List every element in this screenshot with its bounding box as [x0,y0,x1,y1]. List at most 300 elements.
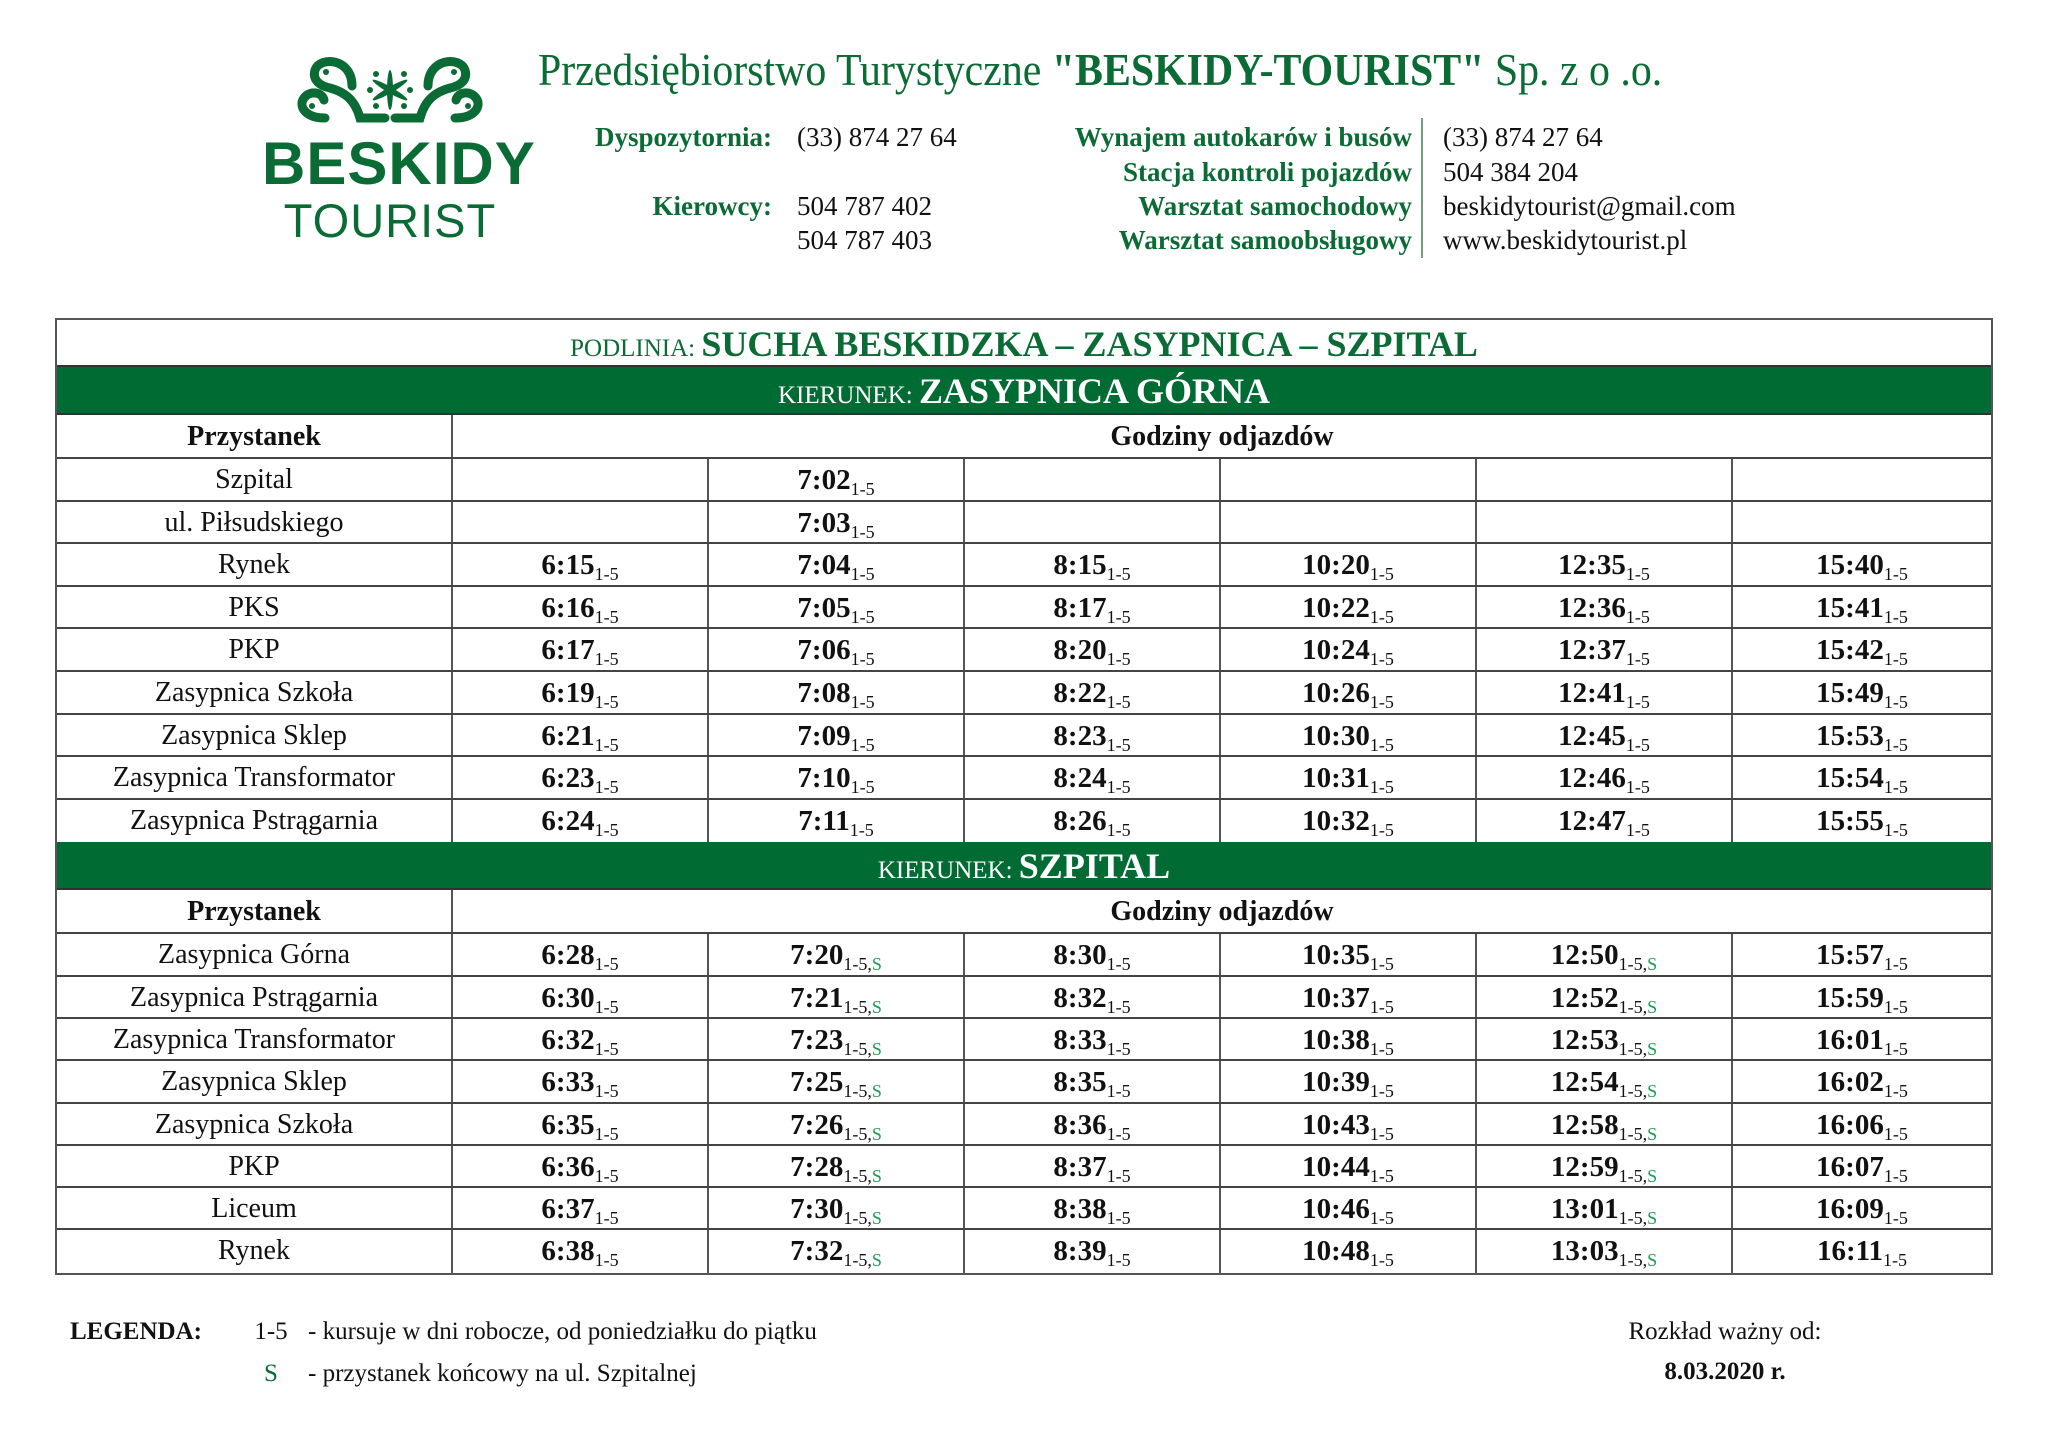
table-row [57,1104,1991,1146]
dispatch-label: Dyspozytornia: [595,122,772,152]
departure-time: 12:59 [1550,1150,1619,1183]
departure-cell [709,672,965,713]
stop-name: PKS [57,587,453,628]
day-code: 1-5 [1106,649,1131,670]
empty-cell [453,459,709,500]
departure-time: 8:20 [1053,634,1107,667]
table-row [57,629,1991,672]
terminus-code: S [871,1208,882,1229]
departure-cell [1221,1019,1477,1059]
table-row [57,587,1991,630]
departure-cell [1477,934,1733,974]
departure-cell [709,502,965,543]
departure-cell [1733,1188,1991,1228]
departure-cell [1221,800,1477,843]
departure-cell [709,459,965,500]
drivers-label: Kierowcy: [652,191,772,221]
departure-cell [709,934,965,974]
departure-cell [1733,800,1991,843]
day-code: 1-5 [1625,777,1650,798]
day-code: 1-5 [1369,819,1394,840]
direction-section [57,367,1991,842]
day-code: 1-5 [1883,1123,1908,1144]
day-code: 1-5 [1369,691,1394,712]
day-code: 1-5 [594,606,619,627]
day-code: 1-5, [843,1250,872,1271]
day-code: 1-5 [1106,1038,1131,1059]
departure-cell [709,800,965,843]
departure-time: 6:19 [541,676,595,709]
departure-time: 7:05 [797,591,851,624]
day-code: 1-5 [594,1081,619,1102]
day-code: 1-5 [594,819,619,840]
departure-time: 12:53 [1550,1023,1619,1056]
departure-cell [1221,544,1477,585]
departure-cell [1221,715,1477,756]
departure-time: 8:36 [1053,1108,1107,1141]
departure-time: 10:31 [1302,762,1370,795]
empty-cell [1221,502,1477,543]
departure-cell [1733,629,1991,670]
departure-cell [453,672,709,713]
departure-time: 7:09 [797,719,851,752]
departure-cell [1477,1104,1733,1144]
terminus-code: S [871,1038,882,1059]
departure-cell [1221,977,1477,1017]
departure-time: 6:23 [541,762,595,795]
departure-time: 8:35 [1053,1066,1107,1099]
day-code: 1-5 [1369,1123,1394,1144]
departure-cell [1477,1230,1733,1272]
departure-time: 12:54 [1550,1066,1619,1099]
direction-prefix: KIERUNEK: [877,857,1019,885]
day-code: 1-5 [1625,691,1650,712]
departure-cell [1733,1061,1991,1101]
departure-time: 15:53 [1816,719,1884,752]
stop-name: Rynek [57,544,453,585]
day-code: 1-5 [1883,691,1908,712]
table-row [57,1146,1991,1188]
departure-cell [965,715,1221,756]
departure-time: 15:41 [1816,591,1884,624]
departure-cell [1221,757,1477,798]
terminus-code: S [1647,1123,1658,1144]
day-code: 1-5 [1883,1250,1908,1271]
departure-time: 7:04 [797,549,851,582]
departure-cell [453,1104,709,1144]
table-row [57,672,1991,715]
departure-cell [1221,1188,1477,1228]
table-row [57,459,1991,502]
day-code: 1-5, [843,954,872,975]
day-code: 1-5 [1369,1208,1394,1229]
departure-cell [965,629,1221,670]
departure-time: 8:17 [1053,591,1107,624]
day-code: 1-5 [1106,691,1131,712]
day-code: 1-5 [1625,564,1650,585]
day-code: 1-5 [1625,606,1650,627]
table-row [57,1188,1991,1230]
legend-code-weekdays: 1-5 [254,1318,288,1345]
table-row [57,757,1991,800]
departure-time: 15:49 [1816,676,1884,709]
departure-time: 12:52 [1550,981,1619,1014]
departure-cell [1477,1061,1733,1101]
table-row [57,977,1991,1019]
day-code: 1-5 [1369,954,1394,975]
day-code: 1-5, [1618,1038,1648,1059]
direction-band [57,842,1991,890]
day-code: 1-5 [1369,777,1394,798]
validity-date: 8.03.2020 r. [1664,1358,1786,1385]
company-logo-emblem-icon [290,48,490,130]
day-code: 1-5, [843,1208,872,1229]
stop-name: Zasypnica Szkoła [57,1104,453,1144]
departure-cell [453,629,709,670]
drivers-phone-1: 504 787 402 [797,191,932,221]
table-row [57,715,1991,758]
dispatch-phone: (33) 874 27 64 [797,122,957,152]
departure-cell [453,715,709,756]
terminus-code: S [1647,1081,1658,1102]
departure-time: 10:32 [1302,804,1370,837]
departure-time: 10:30 [1302,719,1370,752]
departure-time: 10:44 [1302,1150,1370,1183]
stop-column-header: Przystanek [57,415,453,457]
departure-cell [1477,715,1733,756]
departure-cell [1477,587,1733,628]
day-code: 1-5 [1106,606,1131,627]
departure-cell [453,800,709,843]
stop-name: Szpital [57,459,453,500]
departure-time: 6:17 [541,634,595,667]
departure-cell [453,1019,709,1059]
day-code: 1-5 [1106,1250,1131,1271]
terminus-code: S [871,954,882,975]
departure-cell [1733,1230,1991,1272]
stop-column-header: Przystanek [57,890,453,932]
day-code: 1-5 [1883,734,1908,755]
day-code: 1-5 [850,479,875,499]
departure-cell [1477,800,1733,843]
day-code: 1-5 [1106,1208,1131,1229]
table-body [57,459,1991,842]
day-code: 1-5, [1618,1123,1648,1144]
empty-cell [1733,459,1991,500]
times-column-header: Godziny odjazdów [1110,421,1334,452]
departure-time: 10:20 [1302,549,1370,582]
terminus-code: S [871,1123,882,1144]
departure-time: 8:23 [1053,719,1107,752]
day-code: 1-5 [1106,1123,1131,1144]
departure-cell [709,977,965,1017]
direction-section [57,842,1991,1272]
service-label-bus-rental: Wynajem autokarów i busów [1074,122,1412,152]
departure-cell [1733,1146,1991,1186]
departure-cell [965,1146,1221,1186]
terminus-code: S [1647,1208,1658,1229]
departure-time: 8:37 [1053,1150,1107,1183]
departure-time: 15:57 [1816,939,1884,972]
empty-cell [1221,459,1477,500]
day-code: 1-5 [594,1250,619,1271]
day-code: 1-5 [850,649,875,670]
departure-time: 8:26 [1053,804,1107,837]
departure-cell [1477,1146,1733,1186]
stop-name: Rynek [57,1230,453,1272]
stop-name: Zasypnica Szkoła [57,672,453,713]
day-code: 1-5, [843,1123,872,1144]
departure-time: 16:09 [1816,1193,1884,1226]
day-code: 1-5 [1369,734,1394,755]
departure-cell [1221,934,1477,974]
day-code: 1-5 [1369,1165,1394,1186]
departure-time: 10:43 [1302,1108,1370,1141]
departure-cell [965,1104,1221,1144]
departure-time: 16:06 [1816,1108,1884,1141]
departure-time: 7:30 [790,1193,844,1226]
day-code: 1-5, [1618,996,1648,1017]
contact-separator [1421,118,1423,258]
departure-time: 8:22 [1053,676,1107,709]
departure-cell [709,715,965,756]
timetable [55,318,1993,1275]
departure-time: 7:21 [790,981,844,1014]
departure-time: 7:26 [790,1108,844,1141]
departure-time: 16:01 [1816,1023,1884,1056]
departure-cell [1733,757,1991,798]
terminus-code: S [1647,996,1658,1017]
day-code: 1-5 [1883,649,1908,670]
departure-time: 8:15 [1053,549,1107,582]
terminus-code: S [1647,1250,1658,1271]
service-label-workshop: Warsztat samochodowy [1138,191,1412,221]
departure-cell [1221,587,1477,628]
drivers-phone-2: 504 787 403 [797,225,932,255]
departure-cell [1733,977,1991,1017]
departure-cell [1221,1061,1477,1101]
departure-time: 6:30 [541,981,595,1014]
departure-time: 8:32 [1053,981,1107,1014]
departure-time: 6:37 [541,1193,595,1226]
day-code: 1-5 [1883,606,1908,627]
departure-time: 7:32 [790,1235,844,1268]
departure-time: 8:38 [1053,1193,1107,1226]
departure-time: 12:37 [1558,634,1626,667]
departure-cell [453,1146,709,1186]
departure-cell [1221,1146,1477,1186]
line-title [57,320,1991,367]
departure-cell [453,587,709,628]
departure-time: 6:32 [541,1023,595,1056]
departure-cell [965,757,1221,798]
empty-cell [453,502,709,543]
departure-time: 12:58 [1550,1108,1619,1141]
empty-cell [1477,459,1733,500]
departure-time: 12:41 [1558,676,1626,709]
day-code: 1-5 [1106,954,1131,975]
departure-cell [453,757,709,798]
day-code: 1-5 [1369,996,1394,1017]
terminus-code: S [1647,1165,1658,1186]
departure-cell [453,977,709,1017]
empty-cell [965,502,1221,543]
table-header-row [57,890,1991,934]
day-code: 1-5, [843,996,872,1017]
departure-time: 15:42 [1816,634,1884,667]
departure-time: 6:21 [541,719,595,752]
departure-time: 7:03 [797,506,851,539]
day-code: 1-5 [1625,819,1650,840]
service-email-link[interactable]: beskidytourist@gmail.com [1443,191,1736,221]
departure-time: 7:23 [790,1023,844,1056]
departure-time: 10:46 [1302,1193,1370,1226]
departure-cell [965,1188,1221,1228]
departure-cell [965,1061,1221,1101]
stop-name: Liceum [57,1188,453,1228]
day-code: 1-5 [1883,954,1908,975]
departure-cell [453,544,709,585]
line-name: SUCHA BESKIDZKA – ZASYPNICA – SZPITAL [701,324,1478,364]
service-phone: (33) 874 27 64 [1443,122,1603,152]
day-code: 1-5 [1883,819,1908,840]
departure-time: 8:33 [1053,1023,1107,1056]
day-code: 1-5 [1369,606,1394,627]
table-row [57,1019,1991,1061]
departure-time: 8:30 [1053,939,1107,972]
day-code: 1-5 [850,564,875,585]
departure-time: 12:47 [1558,804,1626,837]
day-code: 1-5, [843,1165,872,1186]
departure-cell [1477,672,1733,713]
day-code: 1-5 [594,1165,619,1186]
stop-name: Zasypnica Pstrągarnia [57,977,453,1017]
terminus-code: S [871,1250,882,1271]
day-code: 1-5, [1618,1165,1648,1186]
day-code: 1-5 [1625,734,1650,755]
departure-cell [453,1188,709,1228]
terminus-code: S [871,996,882,1017]
day-code: 1-5, [1618,1208,1648,1229]
direction-prefix: KIERUNEK: [777,382,919,409]
day-code: 1-5 [1883,996,1908,1017]
departure-cell [965,672,1221,713]
departure-cell [965,934,1221,974]
day-code: 1-5 [594,691,619,712]
departure-cell [1733,934,1991,974]
day-code: 1-5 [1883,1038,1908,1059]
departure-cell [1477,1188,1733,1228]
table-row [57,1230,1991,1272]
stop-name: Zasypnica Transformator [57,1019,453,1059]
terminus-code: S [871,1165,882,1186]
day-code: 1-5 [1106,996,1131,1017]
departure-time: 7:28 [790,1150,844,1183]
departure-cell [709,1146,965,1186]
empty-cell [1733,502,1991,543]
departure-time: 13:03 [1550,1235,1619,1268]
departure-time: 13:01 [1550,1193,1619,1226]
departure-time: 6:35 [541,1108,595,1141]
departure-cell [709,1019,965,1059]
departure-time: 7:20 [790,939,844,972]
company-title-name: "BESKIDY-TOURIST" [1051,45,1485,95]
departure-cell [965,1019,1221,1059]
table-row [57,502,1991,545]
departure-cell [1733,1104,1991,1144]
day-code: 1-5 [594,777,619,798]
departure-time: 6:28 [541,939,595,972]
day-code: 1-5, [1618,1250,1648,1271]
line-prefix: PODLINIA: [570,335,702,362]
departure-time: 7:25 [790,1066,844,1099]
departure-time: 10:39 [1302,1066,1370,1099]
stop-name: Zasypnica Sklep [57,1061,453,1101]
departure-time: 10:22 [1302,591,1370,624]
day-code: 1-5 [1106,1165,1131,1186]
service-website-link[interactable]: www.beskidytourist.pl [1443,225,1688,255]
departure-cell [965,544,1221,585]
day-code: 1-5, [843,1081,872,1102]
day-code: 1-5 [1883,1165,1908,1186]
legend-code-s: S [264,1360,278,1387]
departure-time: 16:02 [1816,1066,1884,1099]
service-label-selfservice: Warsztat samoobsługowy [1118,225,1412,255]
direction-name: SZPITAL [1018,846,1171,887]
table-body [57,934,1991,1272]
day-code: 1-5 [1106,1081,1131,1102]
departure-cell [1477,629,1733,670]
day-code: 1-5 [1369,564,1394,585]
day-code: 1-5 [1883,1208,1908,1229]
day-code: 1-5, [1618,954,1648,975]
service-mobile: 504 384 204 [1443,157,1578,187]
times-column-header: Godziny odjazdów [1110,896,1334,928]
departure-cell [453,934,709,974]
departure-time: 7:06 [797,634,851,667]
departure-time: 7:02 [797,464,851,496]
departure-cell [709,1230,965,1272]
departure-time: 15:55 [1816,804,1884,837]
terminus-code: S [871,1081,882,1102]
departure-time: 6:38 [541,1235,595,1268]
day-code: 1-5 [594,996,619,1017]
departure-cell [965,1230,1221,1272]
day-code: 1-5 [594,734,619,755]
departure-time: 7:10 [797,762,851,795]
departure-time: 6:24 [541,804,595,837]
departure-cell [709,544,965,585]
day-code: 1-5 [1369,1081,1394,1102]
day-code: 1-5 [1106,564,1131,585]
day-code: 1-5 [1369,1250,1394,1271]
departure-cell [709,1104,965,1144]
departure-time: 10:24 [1302,634,1370,667]
departure-time: 16:07 [1816,1150,1884,1183]
departure-cell [965,587,1221,628]
departure-cell [709,757,965,798]
legend-desc-weekdays: - kursuje w dni robocze, od poniedziałku do piątku [308,1318,817,1345]
departure-cell [709,587,965,628]
empty-cell [1477,502,1733,543]
day-code: 1-5, [843,1038,872,1059]
day-code: 1-5 [850,521,875,542]
stop-name: Zasypnica Transformator [57,757,453,798]
day-code: 1-5 [1106,777,1131,798]
day-code: 1-5 [1883,564,1908,585]
departure-time: 12:36 [1558,591,1626,624]
logo-wordmark: BESKIDY [262,130,536,197]
